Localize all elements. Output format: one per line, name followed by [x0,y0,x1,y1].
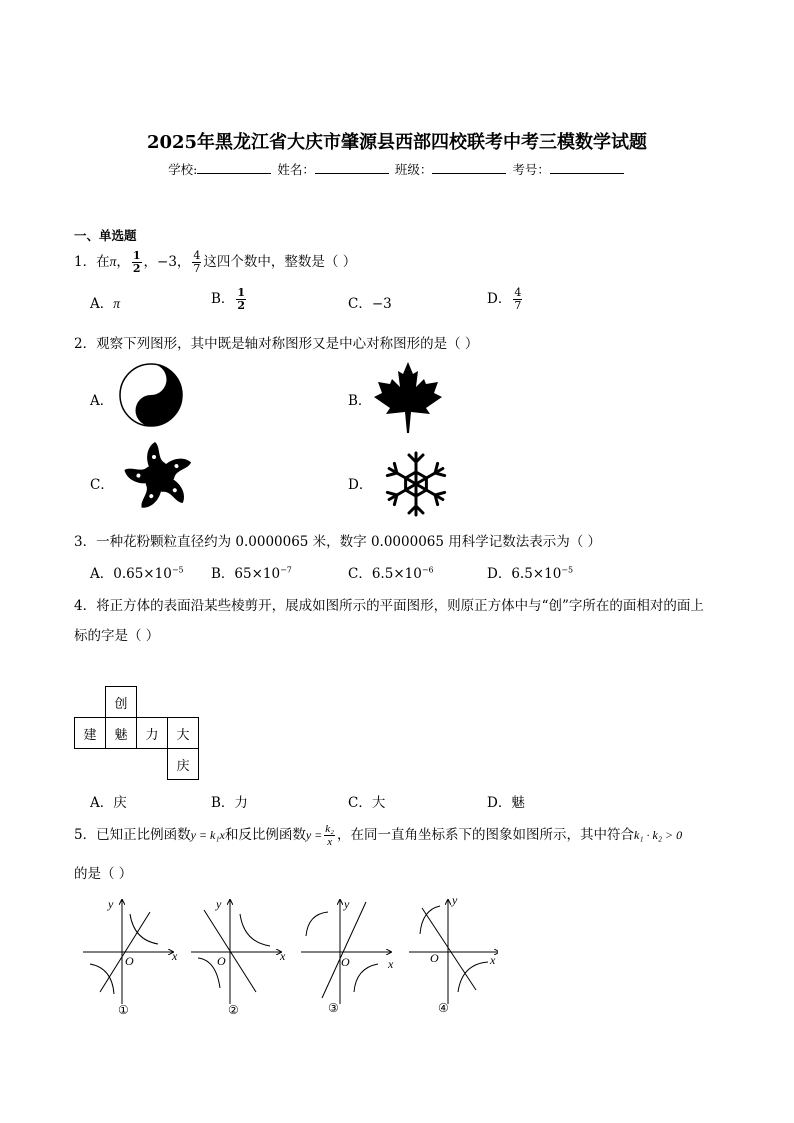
net-cell-jian: 建 [75,718,106,749]
q5-inverse-fn-lhs: y = [305,828,323,842]
cube-net-grid [74,686,199,780]
frac-den: 2 [132,262,141,275]
q3-option-a[interactable] [90,562,184,582]
q5-inverse-fraction [324,823,335,848]
opt-exponent: −7 [280,565,292,575]
y-label: y [452,893,458,907]
opt-value: 6.5×10 [371,566,422,582]
opt-label: A． [90,296,114,312]
graph-1[interactable] [83,900,173,1004]
opt-label: B． [211,566,235,582]
net-cell-li: 力 [137,718,168,749]
frac-num: 1 [132,249,141,262]
question-5-line-2: 的是（ ） [74,866,133,882]
q1-option-d[interactable] [487,287,524,312]
net-cell-chuang: 创 [106,687,137,718]
opt-value: 0.65×10 [113,566,172,582]
q5-prefix: 5．已知正比例函数 [74,827,191,843]
opt-exponent: −5 [171,565,184,575]
q1-pi: π [109,254,117,269]
x-label: x [388,957,394,971]
section-heading: 一、单选题 [74,228,137,243]
exam-no-blank[interactable] [550,162,624,174]
frac-den: 7 [514,299,522,312]
y-label: y [108,897,114,911]
q1-option-b[interactable] [211,287,248,312]
bauhinia-flower-icon [120,440,198,514]
x-label: x [280,949,286,963]
yin-yang-icon [118,362,184,428]
net-cell-mei: 魅 [106,718,137,749]
net-cell-da: 大 [168,718,199,749]
question-5-line-1 [74,822,682,848]
opt-value: 6.5×10 [511,566,562,582]
q2-option-a-label[interactable]: A． [90,393,114,409]
x-label: x [490,953,496,967]
maple-leaf-icon [372,360,444,434]
q5-tail: ，在同一直角坐标系下的图象如图所示，其中符合 [337,827,634,843]
graph-4[interactable] [409,900,498,1004]
frac-den: 7 [193,262,201,275]
opt-fraction [236,287,246,312]
q3-option-d[interactable] [487,562,573,582]
q2-option-d-label[interactable]: D． [348,477,373,493]
snowflake-icon [382,450,450,518]
net-empty [75,749,106,780]
frac-num: k₂ [325,823,334,835]
net-empty [137,687,168,718]
origin-label: O [341,955,350,969]
question-1 [74,250,356,275]
net-cell-qing: 庆 [168,749,199,780]
q1-tail: 这四个数中，整数是（ ） [203,254,357,270]
q4-option-d[interactable]: D．魅 [487,795,525,811]
x-label: x [172,949,178,963]
q5-and: 和反比例函数 [224,827,306,843]
q1-fraction-half [132,250,142,275]
q3-option-b[interactable] [211,562,292,582]
opt-label: A． [90,566,114,582]
opt-fraction [513,287,522,312]
net-empty [168,687,199,718]
q5-graphs [78,892,498,1020]
opt-label: C．−3 [348,296,392,312]
q4-option-c[interactable]: C．大 [348,795,386,811]
graph-3[interactable] [301,900,391,1004]
q3-option-c[interactable] [348,562,434,582]
opt-exponent: −6 [421,565,434,575]
graph-2[interactable] [191,900,281,1004]
net-empty [137,749,168,780]
frac-num: 1 [237,286,246,299]
q4-option-b[interactable]: B．力 [211,795,248,811]
graph-1-label: ① [118,1003,129,1017]
frac-den: 2 [237,299,246,312]
exam-no-label: 考号： [512,162,550,177]
y-label: y [344,897,350,911]
opt-value: 65×10 [234,566,281,582]
question-4-line-1: 4．将正方体的表面沿某些棱剪开，展成如图所示的平面图形，则原正方体中与“创”字所在的面相对的面上 [74,598,704,614]
net-empty [75,687,106,718]
q4-option-a[interactable]: A．庆 [90,795,127,811]
frac-den: x [327,836,333,848]
q1-option-a[interactable] [90,292,120,312]
question-2: 2．观察下列图形，其中既是轴对称图形又是中心对称图形的是（ ） [74,336,479,352]
student-info-line [0,160,794,178]
origin-label: O [430,951,439,965]
page-title: 2025年黑龙江省大庆市肇源县西部四校联考中考三模数学试题 [146,132,648,153]
q5-condition: k₁ · k₂ > 0 [634,828,683,842]
opt-label: D． [487,566,512,582]
question-3: 3．一种花粉颗粒直径约为 0.0000065 米，数字 0.0000065 用科学记数法表示为（ ） [74,534,602,550]
name-blank[interactable] [315,162,389,174]
graph-2-label: ② [228,1003,239,1017]
q1-comma: ， [116,254,130,270]
origin-label: O [217,954,226,968]
q1-option-c[interactable] [348,292,392,312]
q2-option-b-label[interactable]: B． [348,393,372,409]
opt-label: C． [348,566,372,582]
graph-3-label: ③ [328,1001,339,1015]
q2-option-c-label[interactable]: C． [90,477,114,493]
name-label: 姓名： [277,162,315,177]
q5-linear-fn: y = k₁x [190,828,225,842]
school-blank[interactable] [197,162,271,174]
class-label: 班级： [394,162,433,177]
opt-exponent: −5 [561,565,574,575]
net-empty [106,749,137,780]
graph-4-label: ④ [438,1001,449,1015]
opt-label: D． [487,291,512,307]
opt-label: B． [211,291,235,307]
q1-prefix: 1．在 [74,254,110,270]
q1-sep: ，−3， [143,254,191,270]
origin-label: O [125,954,134,968]
school-label: 学校: [168,162,198,177]
frac-num: 4 [193,249,201,262]
opt-value: π [113,296,121,311]
question-4-line-2: 标的字是（ ） [74,628,160,644]
q1-fraction-47 [192,250,201,275]
frac-num: 4 [514,286,522,299]
y-label: y [216,897,222,911]
class-blank[interactable] [432,162,506,174]
